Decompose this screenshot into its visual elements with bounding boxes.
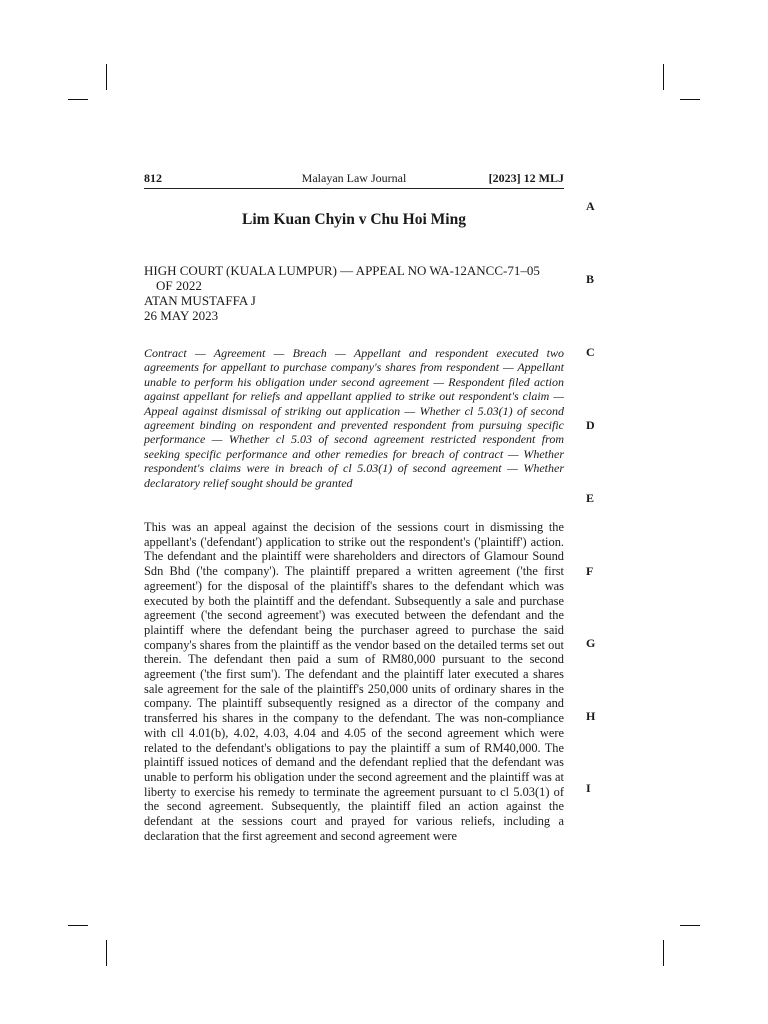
- crop-mark: [68, 925, 88, 926]
- court-line: HIGH COURT (KUALA LUMPUR) — APPEAL NO WA-12ANCC-71–05: [144, 263, 540, 278]
- margin-letter: D: [586, 418, 595, 432]
- margin-letter: A: [586, 199, 595, 213]
- headnote-body: This was an appeal against the decision of the sessions court in dismissing the appellant's ('defendant') application to strike out the respondent's ('plaintiff') action. The defendant and the plaintiff were shareholders and directors of Glamour Sound Sdn Bhd ('the company'). The plaintiff prepared a written agreement ('the first agreement') for the disposal of the plaintiff's shares to the defendant which was executed by both the plaintiff and the defendant. Subsequently a sale and purchase agreement ('the second agreement') was executed between the defendant and the plaintiff where the defendant being the purchaser agreed to purchase the said company's shares from the plaintiff as the vendor based on the detailed terms set out therein. The defendant then paid a sum of RM80,000 pursuant to the second agreement ('the first sum'). The defendant and the plaintiff later executed a shares sale agreement for the sale of the plaintiff's 250,000 units of ordinary shares in the company. The plaintiff subsequently resigned as a director of the company and transferred his shares in the company to the defendant. The was non-compliance with cll 4.01(b), 4.02, 4.03, 4.04 and 4.05 of the second agreement which were related to the defendant's obligations to pay the plaintiff a sum of RM40,000. The plaintiff issued notices of demand and the defendant replied that the defendant was unable to perform his obligation under the second agreement and the plaintiff was at liberty to exercise his remedy to terminate the agreement pursuant to cl 5.03(1) of the second agreement. Subsequently, the plaintiff filed an action against the defendant at the sessions court and prayed for various reliefs, including a declaration that the first agreement and second agreement were: [144, 520, 564, 843]
- crop-mark: [68, 99, 88, 100]
- catchwords: Contract — Agreement — Breach — Appellant and respondent executed two agreements for appellant to purchase company's shares from respondent — Appellant unable to perform his obligation under second agreement — Respondent filed action against appellant for reliefs and appellant applied to strike out respondent's claim — Appeal against dismissal of striking out application — Whether cl 5.03(1) of second agreement binding on respondent and prevented respondent from pursuing specific performance — Whether cl 5.03 of second agreement restricted respondent from seeking specific performance and other remedies for breach of contract — Whether respondent's claims were in breach of cl 5.03(1) of second agreement — Whether declaratory relief sought should be granted: [144, 346, 564, 490]
- judgment-date: 26 MAY 2023: [144, 308, 219, 323]
- crop-mark: [680, 99, 700, 100]
- crop-mark: [106, 940, 107, 966]
- running-header: [144, 171, 564, 187]
- court-info: [144, 263, 564, 323]
- crop-mark: [663, 64, 664, 90]
- margin-letter: G: [586, 636, 596, 650]
- citation: [2023] 12 MLJ: [488, 171, 564, 185]
- crop-mark: [106, 64, 107, 90]
- margin-letter: H: [586, 709, 596, 723]
- margin-letter: E: [586, 491, 595, 505]
- court-line-continued: OF 2022: [156, 278, 202, 293]
- margin-letter: B: [586, 272, 595, 286]
- judge-name: ATAN MUSTAFFA J: [144, 293, 256, 308]
- margin-letter: F: [586, 564, 594, 578]
- margin-letter: C: [586, 345, 595, 359]
- crop-mark: [680, 925, 700, 926]
- page-number: 812: [144, 171, 162, 185]
- crop-mark: [663, 940, 664, 966]
- case-title: Lim Kuan Chyin v Chu Hoi Ming: [242, 211, 466, 228]
- header-rule: [144, 188, 564, 189]
- margin-letter: I: [586, 781, 591, 795]
- journal-name: Malayan Law Journal: [301, 171, 407, 185]
